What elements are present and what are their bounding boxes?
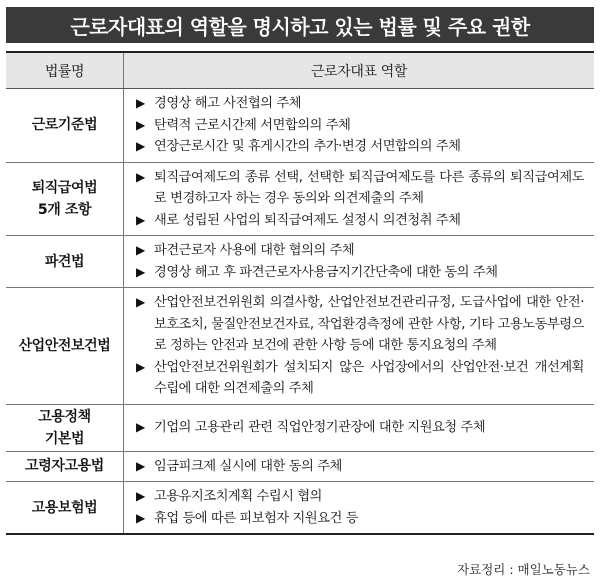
law-name-cell [6, 451, 124, 482]
role-item [136, 262, 584, 284]
role-item [136, 357, 584, 400]
table-row [6, 451, 594, 482]
role-item [136, 417, 584, 439]
table-row [6, 404, 594, 451]
role-text: 퇴직급여제도의 종류 선택, 선택한 퇴직급여제도를 다른 종류의 퇴직급여제도로 변경하고자 하는 경우 동의와 의견제출의 주체 [154, 169, 584, 206]
law-roles-table [6, 51, 594, 535]
role-text: 휴업 등에 따른 피보험자 지원요건 등 [154, 510, 359, 526]
triangle-bullet-icon: ▶ [136, 510, 145, 525]
law-name-cell [6, 404, 124, 451]
law-name-line: 파견법 [44, 253, 85, 270]
roles-cell [124, 482, 595, 535]
role-item [136, 115, 584, 137]
role-text: 산업안전보건위원회 의결사항, 산업안전보건관리규정, 도급사업에 대한 안전·보호조치, 물질안전보건자료, 작업환경측정에 관한 사항, 기타 고용노동부령으로 정하는 안전과 보건에 관한 사항 등에 대한 통지요청의 주체 [154, 295, 584, 353]
triangle-bullet-icon: ▶ [136, 212, 145, 227]
table-title: 근로자대표의 역할을 명시하고 있는 법률 및 주요 권한 [6, 7, 594, 43]
table-row [6, 482, 594, 535]
law-name-line: 고령자고용법 [25, 458, 104, 475]
table-header-row [6, 52, 594, 89]
role-text: 새로 성립된 사업의 퇴직급여제도 설정시 의견청취 주체 [154, 212, 461, 228]
role-item [136, 240, 584, 262]
law-name-line: 산업안전보건법 [18, 337, 111, 354]
law-name-line: 퇴직급여법 [31, 179, 98, 196]
role-text: 경영상 해고 사전협의 주체 [154, 96, 302, 111]
law-name-line: 근로기준법 [31, 117, 98, 134]
role-item [136, 167, 584, 210]
role-text: 경영상 해고 후 파견근로자사용금지기간단축에 대한 동의 주체 [154, 264, 498, 280]
triangle-bullet-icon: ▶ [136, 117, 145, 132]
role-text: 산업안전보건위원회가 설치되지 않은 사업장에서의 산업안전·보건 개선계획 수립에 대한 의견제출의 주체 [154, 359, 584, 396]
law-name-cell [6, 482, 124, 535]
roles-cell [124, 404, 595, 451]
law-name-cell [6, 162, 124, 236]
triangle-bullet-icon: ▶ [136, 458, 145, 473]
law-name-cell [6, 288, 124, 405]
table-row [6, 288, 594, 405]
law-name-line: 고용보험법 [31, 499, 98, 516]
role-item [136, 456, 584, 478]
source-note: 자료정리 : 매일노동뉴스 [457, 562, 590, 577]
law-name-line: 5개 조항 [37, 201, 92, 218]
law-name-cell [6, 236, 124, 288]
triangle-bullet-icon: ▶ [136, 295, 145, 309]
role-text: 기업의 고용관리 관련 직업안정기관장에 대한 지원요청 주체 [154, 419, 486, 435]
triangle-bullet-icon: ▶ [136, 243, 145, 257]
triangle-bullet-icon: ▶ [136, 359, 145, 374]
triangle-bullet-icon: ▶ [136, 96, 145, 110]
triangle-bullet-icon: ▶ [136, 169, 145, 184]
header-roles: 근로자대표 역할 [124, 52, 595, 89]
triangle-bullet-icon: ▶ [136, 264, 145, 279]
role-text: 임금피크제 실시에 대한 동의 주체 [154, 458, 342, 474]
roles-cell [124, 451, 595, 482]
triangle-bullet-icon: ▶ [136, 489, 145, 503]
role-item [136, 136, 584, 158]
role-item [136, 292, 584, 357]
law-name-cell [6, 89, 124, 163]
role-text: 파견근로자 사용에 대한 협의의 주체 [154, 243, 355, 258]
roles-cell [124, 236, 595, 288]
roles-cell [124, 89, 595, 163]
role-item [136, 486, 584, 508]
law-name-line: 고용정책 [38, 408, 91, 425]
role-text: 탄력적 근로시간제 서면합의의 주체 [154, 117, 351, 133]
roles-cell [124, 162, 595, 236]
role-item [136, 508, 584, 530]
role-text: 연장근로시간 및 휴게시간의 추가·변경 서면합의의 주체 [154, 139, 461, 154]
role-text: 고용유지조치계획 수립시 협의 [154, 489, 322, 504]
table-row [6, 162, 594, 236]
header-law: 법률명 [6, 52, 124, 89]
triangle-bullet-icon: ▶ [136, 139, 145, 153]
role-item [136, 93, 584, 115]
role-item [136, 210, 584, 232]
table-row [6, 89, 594, 163]
roles-cell [124, 288, 595, 405]
triangle-bullet-icon: ▶ [136, 419, 145, 434]
law-name-line: 기본법 [44, 430, 85, 447]
table-body [6, 89, 594, 535]
table-row [6, 236, 594, 288]
